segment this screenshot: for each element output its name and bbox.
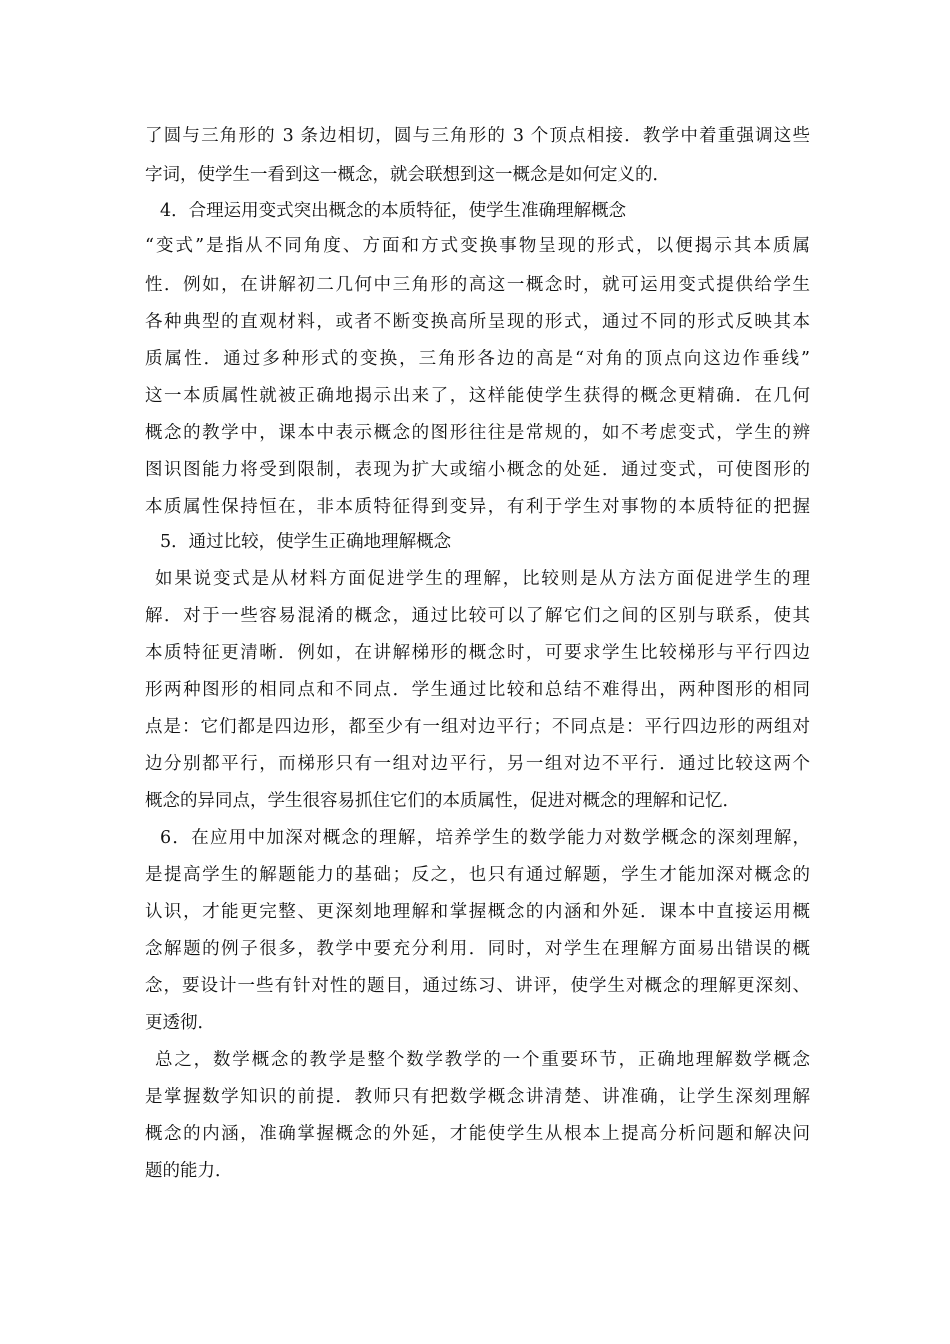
section-heading-5: 5．通过比较，使学生正确地理解概念 xyxy=(160,532,452,552)
text-line: 如果说变式是从材料方面促进学生的理解，比较则是从方法方面促进学生的理 xyxy=(155,569,810,589)
text-line: 是提高学生的解题能力的基础；反之，也只有通过解题，学生才能加深对概念的 xyxy=(145,865,810,885)
text-line: 总之，数学概念的教学是整个数学教学的一个重要环节，正确地理解数学概念 xyxy=(155,1050,810,1070)
text-line: 图识图能力将受到限制，表现为扩大或缩小概念的处延．通过变式，可使图形的 xyxy=(145,460,810,480)
text-line: 本质属性保持恒在，非本质特征得到变异，有利于学生对事物的本质特征的把握 xyxy=(145,497,810,517)
text-line: 质属性．通过多种形式的变换，三角形各边的高是“对角的顶点向这边作垂线” xyxy=(145,349,810,369)
text-line: “变式”是指从不同角度、方面和方式变换事物呈现的形式，以便揭示其本质属 xyxy=(145,236,810,256)
text-line: 更透彻． xyxy=(145,1013,215,1033)
text-line: 性．例如，在讲解初二几何中三角形的高这一概念时，就可运用变式提供给学生 xyxy=(145,275,810,295)
text-line: 概念的异同点，学生很容易抓住它们的本质属性，促进对概念的理解和记忆． xyxy=(145,791,740,811)
text-line: 概念的教学中，课本中表示概念的图形往往是常规的，如不考虑变式，学生的辨 xyxy=(145,423,810,443)
section-heading-6: 6．在应用中加深对概念的理解，培养学生的数学能力对数学概念的深刻理解， xyxy=(160,828,810,848)
text-line: 念解题的例子很多，教学中要充分利用．同时，对学生在理解方面易出错误的概 xyxy=(145,939,810,959)
text-line: 边分别都平行，而梯形只有一组对边平行，另一组对边不平行．通过比较这两个 xyxy=(145,754,810,774)
text-line: 了圆与三角形的 3 条边相切，圆与三角形的 3 个顶点相接．教学中着重强调这些 xyxy=(145,126,810,146)
text-line: 念，要设计一些有针对性的题目，通过练习、讲评，使学生对概念的理解更深刻、 xyxy=(145,976,810,996)
text-line: 字词，使学生一看到这一概念，就会联想到这一概念是如何定义的． xyxy=(145,165,670,185)
text-line: 认识，才能更完整、更深刻地理解和掌握概念的内涵和外延．课本中直接运用概 xyxy=(145,902,810,922)
text-line: 这一本质属性就被正确地揭示出来了，这样能使学生获得的概念更精确．在几何 xyxy=(145,386,810,406)
section-heading-4: 4．合理运用变式突出概念的本质特征，使学生准确理解概念 xyxy=(160,201,627,221)
text-line: 概念的内涵，准确掌握概念的外延，才能使学生从根本上提高分析问题和解决问 xyxy=(145,1124,810,1144)
text-line: 题的能力． xyxy=(145,1161,233,1181)
text-line: 点是：它们都是四边形，都至少有一组对边平行；不同点是：平行四边形的两组对 xyxy=(145,717,810,737)
text-line: 是掌握数学知识的前提．教师只有把数学概念讲清楚、讲准确，让学生深刻理解 xyxy=(145,1087,810,1107)
text-line: 解．对于一些容易混淆的概念，通过比较可以了解它们之间的区别与联系，使其 xyxy=(145,606,810,626)
text-line: 本质特征更清晰．例如，在讲解梯形的概念时，可要求学生比较梯形与平行四边 xyxy=(145,643,810,663)
text-line: 各种典型的直观材料，或者不断变换高所呈现的形式，通过不同的形式反映其本 xyxy=(145,312,810,332)
text-line: 形两种图形的相同点和不同点．学生通过比较和总结不难得出，两种图形的相同 xyxy=(145,680,810,700)
